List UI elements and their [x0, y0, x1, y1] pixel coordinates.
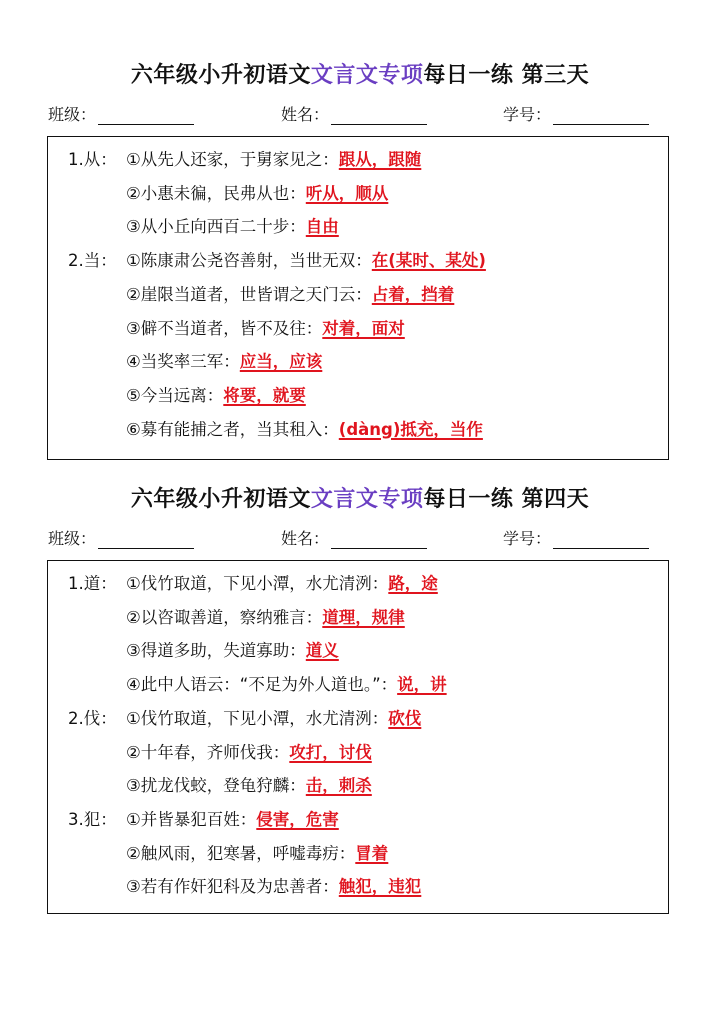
item-sentence: ⑤今当远离：	[126, 385, 224, 405]
class-blank[interactable]	[98, 530, 194, 549]
item-answer: 攻打，讨伐	[289, 742, 372, 762]
item-number: 1.道：	[68, 574, 117, 593]
item-answer: 触犯，违犯	[338, 877, 422, 897]
exercise-row	[68, 247, 486, 277]
class-field[interactable]	[48, 102, 194, 125]
exercise-row	[68, 570, 438, 600]
exercise-row	[68, 739, 372, 769]
item-sentence: ①并皆暴犯百姓：	[126, 809, 257, 829]
title-highlight: 文言文专项	[310, 487, 424, 512]
exercise-row	[68, 637, 339, 667]
name-label: 姓名：	[281, 105, 330, 124]
student-info-row	[48, 102, 672, 128]
item-answer: 听从，顺从	[305, 183, 389, 203]
item-answer: 对着，面对	[322, 318, 405, 338]
title-suffix: 每日一练 第三天	[423, 63, 590, 88]
item-sentence: ②小惠未徧，民弗从也：	[126, 183, 306, 203]
id-blank[interactable]	[553, 530, 649, 549]
item-sentence: ②十年春，齐师伐我：	[126, 742, 290, 762]
name-field[interactable]	[281, 526, 427, 549]
id-field[interactable]	[503, 526, 649, 549]
item-answer: 占着，挡着	[371, 284, 455, 304]
sheet-title	[0, 482, 720, 513]
exercise-row	[68, 382, 306, 412]
item-sentence: ③若有作奸犯科及为忠善者：	[126, 877, 339, 897]
id-label: 学号：	[503, 529, 552, 548]
exercise-row	[68, 416, 483, 446]
student-info-row	[48, 526, 672, 552]
item-sentence: ③僻不当道者，皆不及往：	[126, 318, 323, 338]
title-suffix: 每日一练 第四天	[423, 487, 590, 512]
name-blank[interactable]	[331, 106, 427, 125]
exercise-row	[68, 772, 372, 802]
item-sentence: ④当奖率三军：	[126, 352, 240, 372]
exercise-box	[47, 136, 669, 460]
item-answer: (dàng)抵充，当作	[338, 419, 483, 439]
exercise-row	[68, 705, 421, 735]
id-blank[interactable]	[553, 106, 649, 125]
sheet-title	[0, 58, 720, 89]
class-label: 班级：	[48, 529, 97, 548]
item-number: 2.伐：	[68, 708, 117, 728]
item-answer: 在(某时、某处)	[371, 251, 486, 271]
item-answer: 砍伐	[388, 708, 422, 728]
name-field[interactable]	[281, 102, 427, 125]
item-sentence: ⑥募有能捕之者，当其租入：	[126, 419, 339, 439]
exercise-row	[68, 146, 421, 176]
item-answer: 自由	[305, 217, 339, 237]
exercise-row	[68, 604, 405, 634]
exercise-row	[68, 348, 322, 378]
item-answer: 冒着	[355, 843, 389, 863]
exercise-row	[68, 180, 388, 210]
id-field[interactable]	[503, 102, 649, 125]
item-sentence: ②触风雨，犯寒暑，呼嘘毒疠：	[126, 843, 356, 863]
exercise-row	[68, 806, 339, 836]
item-answer: 道义	[305, 641, 339, 661]
exercise-row	[68, 213, 339, 243]
item-sentence: ③扰龙伐蛟，登龟狩麟：	[126, 776, 306, 796]
item-answer: 侵害，危害	[256, 809, 339, 829]
item-answer: 将要，就要	[223, 385, 306, 405]
exercise-row	[68, 840, 388, 870]
item-answer: 说，讲	[397, 675, 447, 695]
item-answer: 跟从，跟随	[338, 150, 422, 169]
item-sentence: ②崖限当道者，世皆谓之天门云：	[126, 284, 372, 304]
exercise-box	[47, 560, 669, 914]
exercise-row	[68, 315, 405, 345]
item-sentence: ①从先人还家，于舅家见之：	[126, 150, 339, 169]
item-sentence: ①陈康肃公尧咨善射，当世无双：	[126, 251, 372, 271]
item-sentence: ④此中人语云：“不足为外人道也。”：	[126, 675, 398, 695]
exercise-row	[68, 671, 447, 701]
item-sentence: ③得道多助，失道寡助：	[126, 641, 306, 661]
name-blank[interactable]	[331, 530, 427, 549]
title-prefix: 六年级小升初语文	[130, 63, 311, 88]
class-field[interactable]	[48, 526, 194, 549]
item-number: 1.从：	[68, 150, 117, 169]
class-blank[interactable]	[98, 106, 194, 125]
exercise-row	[68, 873, 421, 903]
item-number: 3.犯：	[68, 809, 117, 829]
name-label: 姓名：	[281, 529, 330, 548]
item-answer: 应当，应该	[239, 352, 323, 372]
title-highlight: 文言文专项	[310, 63, 424, 88]
item-answer: 击，刺杀	[305, 776, 372, 796]
item-answer: 路，途	[388, 574, 438, 593]
item-sentence: ①伐竹取道，下见小潭，水尤清洌：	[126, 574, 389, 593]
id-label: 学号：	[503, 105, 552, 124]
class-label: 班级：	[48, 105, 97, 124]
item-sentence: ③从小丘向西百二十步：	[126, 217, 306, 237]
item-sentence: ①伐竹取道，下见小潭，水尤清洌：	[126, 708, 389, 728]
item-answer: 道理，规律	[322, 607, 405, 627]
title-prefix: 六年级小升初语文	[130, 487, 311, 512]
item-number: 2.当：	[68, 251, 117, 271]
exercise-row	[68, 281, 454, 311]
item-sentence: ②以咨诹善道，察纳雅言：	[126, 607, 323, 627]
